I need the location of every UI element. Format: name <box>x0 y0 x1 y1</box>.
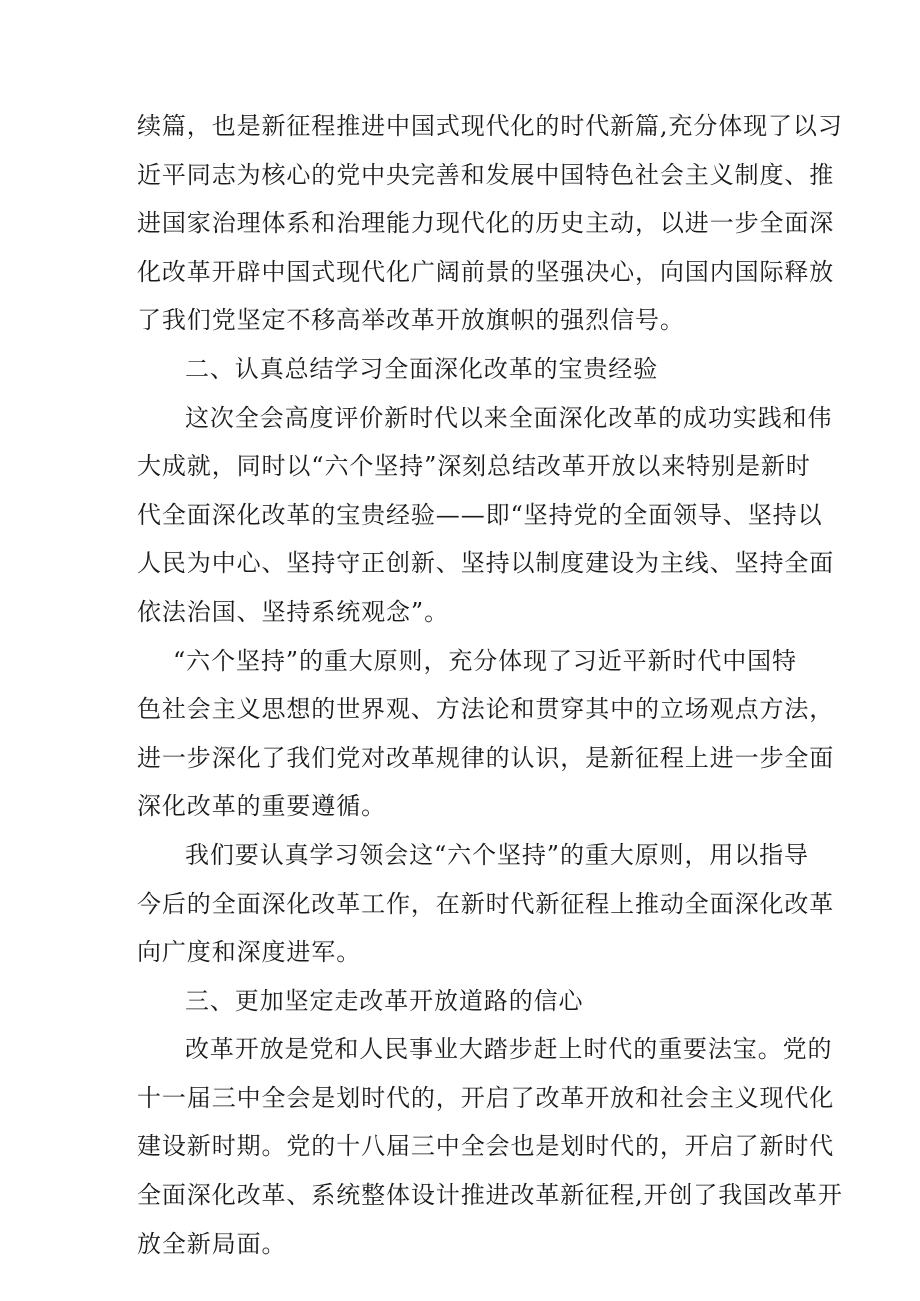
text-line: 向广度和深度进军。 <box>137 938 362 967</box>
text-line: 今后的全面深化改革工作，在新时代新征程上推动全面深化改革 <box>137 889 835 918</box>
paragraph-study-principles <box>0 831 920 977</box>
text-line: 进一步深化了我们党对改革规律的认识，是新征程上进一步全面 <box>137 743 835 772</box>
text-line: 改革开放是党和人民事业大踏步赶上时代的重要法宝。党的 <box>185 1035 833 1064</box>
text-line: 我们要认真学习领会这“六个坚持”的重大原则，用以指导 <box>185 840 809 869</box>
text-line: 大成就，同时以“六个坚持”深刻总结改革开放以来特别是新时 <box>137 452 811 481</box>
section-heading-3 <box>0 977 920 1026</box>
text-line: 了我们党坚定不移高举改革开放旗帜的强烈信号。 <box>137 306 685 335</box>
heading-text: 三、更加坚定走改革开放道路的信心 <box>185 986 584 1015</box>
paragraph-six-principles <box>0 637 920 831</box>
text-line: 建设新时期。党的十八届三中全会也是划时代的，开启了新时代 <box>137 1132 835 1161</box>
text-line: 依法治国、坚持系统观念”。 <box>137 597 449 626</box>
text-line: 化改革开辟中国式现代化广阔前景的坚强决心，向国内国际释放 <box>137 257 835 286</box>
text-line: 十一届三中全会是划时代的，开启了改革开放和社会主义现代化 <box>137 1083 835 1112</box>
paragraph-plenary-evaluation <box>0 394 920 637</box>
section-heading-2 <box>0 345 920 394</box>
text-line: 这次全会高度评价新时代以来全面深化改革的成功实践和伟 <box>185 403 833 432</box>
text-line: 全面深化改革、系统整体设计推进改革新征程,开创了我国改革开 <box>137 1181 843 1210</box>
heading-text: 二、认真总结学习全面深化改革的宝贵经验 <box>185 354 659 383</box>
text-line: 续篇，也是新征程推进中国式现代化的时代新篇,充分体现了以习 <box>137 112 843 140</box>
text-line: 深化改革的重要遵循。 <box>137 792 386 821</box>
document-body <box>0 102 920 1268</box>
text-line: 代全面深化改革的宝贵经验——即“坚持党的全面领导、坚持以 <box>137 500 823 529</box>
text-line: 人民为中心、坚持守正创新、坚持以制度建设为主线、坚持全面 <box>137 549 835 578</box>
text-line: 近平同志为核心的党中央完善和发展中国特色社会主义制度、推 <box>137 160 835 189</box>
text-line: “六个坚持”的重大原则，充分体现了习近平新时代中国特 <box>173 646 797 675</box>
text-line: 放全新局面。 <box>137 1229 287 1258</box>
paragraph-continuation <box>0 102 920 345</box>
text-line: 进国家治理体系和治理能力现代化的历史主动，以进一步全面深 <box>137 209 835 238</box>
text-line: 色社会主义思想的世界观、方法论和贯穿其中的立场观点方法， <box>137 695 835 724</box>
paragraph-reform-opening <box>0 1025 920 1268</box>
